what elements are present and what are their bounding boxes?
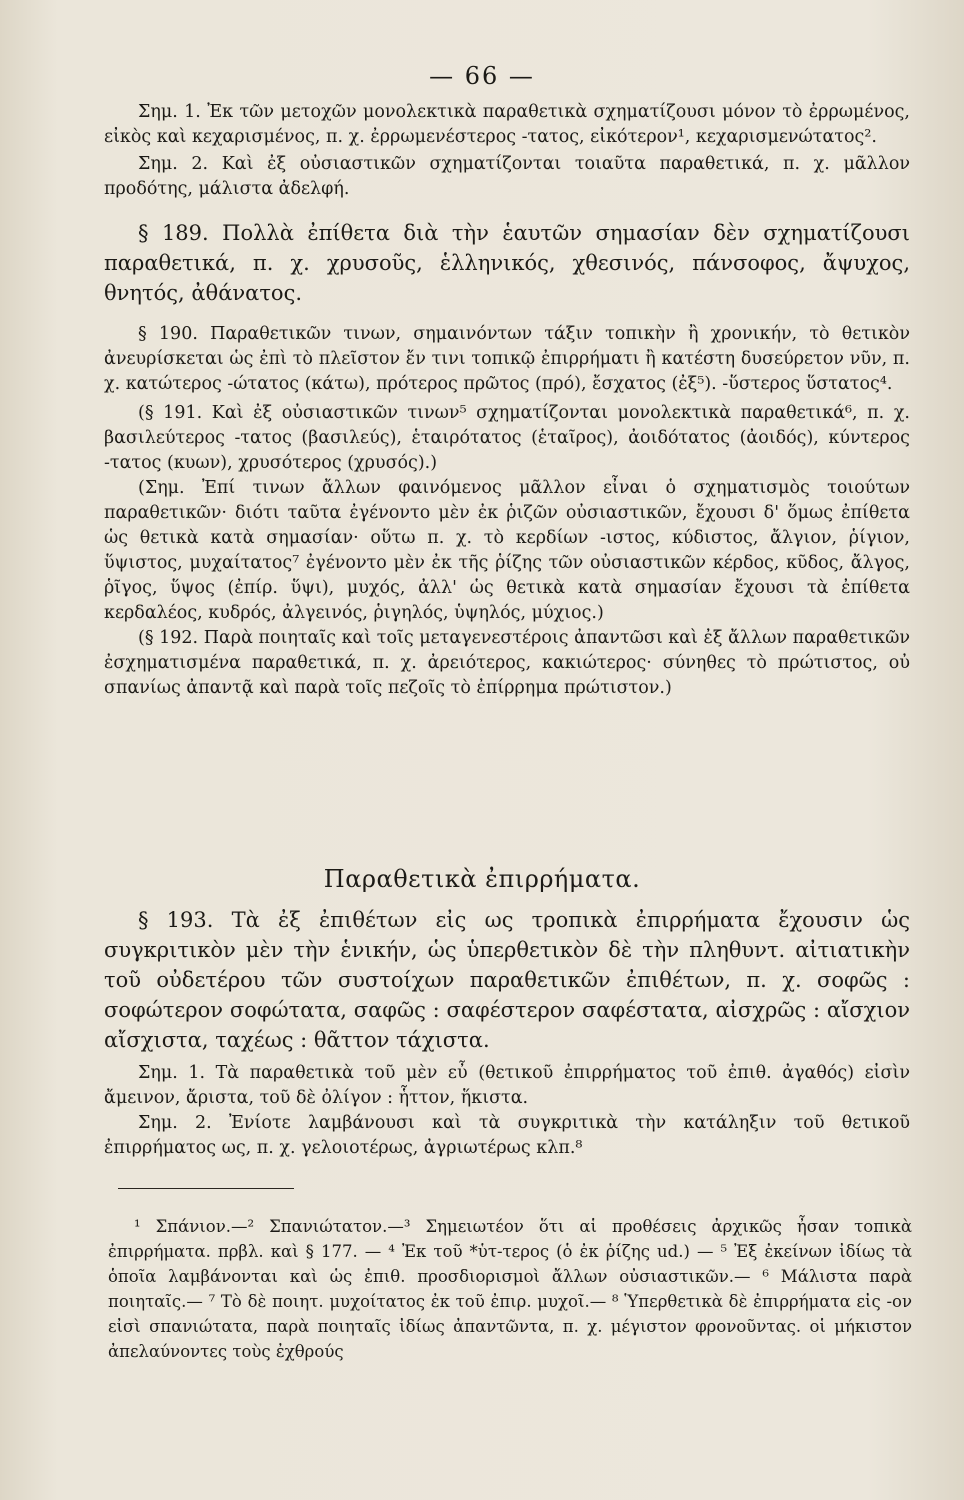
section-190: § 190. Παραθετικῶν τινων, σημαινόντων τάξιν τοπικὴν ἢ χρονικήν, τὸ θετικὸν ἀνευρίσκεται ὡς ἐπὶ τὸ πλεῖστον ἔν τινι τοπικῷ ἐπιρρήματι ἢ κατέστη δυσεύρετον νῦν, π. χ. κατώτερος -ώτατος (κάτω), πρότερος πρῶτος (πρό), ἔσχατος (ἐξ⁵). -ὕστερος ὕστατος⁴. — [104, 324, 910, 394]
upper-text — [104, 100, 910, 701]
lower-text — [104, 905, 910, 1161]
section-193: § 193. Τὰ ἐξ ἐπιθέτων εἰς ως τροπικὰ ἐπιρρήματα ἔχουσιν ὡς συγκριτικὸν μὲν τὴν ἑνικήν, ὡς ὑπερθετικὸν δὲ τὴν πληθυντ. αἰτιατικὴν τοῦ οὐδετέρου τῶν συστοίχων παραθετικῶν ἐπιθέτων, π. χ. σοφῶς : σοφώτερον σοφώτατα, σαφῶς : σαφέστερον σαφέστατα, αἰσχρῶς : αἴσχιον αἴσχιστα, ταχέως : θᾶττον τάχιστα. — [104, 908, 910, 1052]
footnotes-block — [108, 1214, 912, 1364]
footnote-separator — [118, 1188, 294, 1189]
section-193-note-1: Σημ. 1. Τὰ παραθετικὰ τοῦ μὲν εὖ (θετικοῦ ἐπιρρήματος τοῦ ἐπιθ. ἀγαθός) εἰσὶν ἄμεινον, ἄριστα, τοῦ δὲ ὀλίγον : ἧττον, ἥκιστα. — [104, 1063, 910, 1108]
note-2: Σημ. 2. Καὶ ἐξ οὐσιαστικῶν σχηματίζονται τοιαῦτα παραθετικά, π. χ. μᾶλλον προδότης, μάλιστα ἀδελφή. — [104, 154, 910, 199]
section-193-note-2: Σημ. 2. Ἐνίοτε λαμβάνουσι καὶ τὰ συγκριτικὰ τὴν κατάληξιν τοῦ θετικοῦ ἐπιρρήματος ως, π. χ. γελοιοτέρως, ἀγριωτέρως κλπ.⁸ — [104, 1113, 910, 1158]
section-191-note: (Σημ. Ἐπί τινων ἄλλων φαινόμενος μᾶλλον εἶναι ὁ σχηματισμὸς τοιούτων παραθετικῶν· διότι ταῦτα ἐγένοντο μὲν ἐκ ῥιζῶν οὐσιαστικῶν, ἔχουσι δ' ὅμως ἐπίθετα ὡς θετικὰ κατὰ σημασίαν· οὕτω π. χ. τὸ κερδίων -ιστος, κύδιστος, ἄλγιον, ῥίγιον, ὕψιστος, μυχαίτατος⁷ ἐγένοντο μὲν ἐκ τῆς ῥίζης τῶν οὐσιαστικῶν κέρδος, κῦδος, ἄλγος, ῥῖγος, ὕψος (ἐπίρ. ὕψι), μυχός, ἀλλ' ὡς θετικὰ κατὰ σημασίαν ἔχουσι τὰ ἐπίθετα κερδαλέος, κυδρός, ἀλγεινός, ῥιγηλός, ὑψηλός, μύχιος.) — [104, 478, 910, 623]
page-number: — 66 — — [429, 62, 535, 90]
section-191: (§ 191. Καὶ ἐξ οὐσιαστικῶν τινων⁵ σχηματίζονται μονολεκτικὰ παραθετικά⁶, π. χ. βασιλεύτερος -τατος (βασιλεύς), ἑταιρότατος (ἑταῖρος), ἀοιδότατος (ἀοιδός), κύντερος -τατος (κυων), χρυσότερος (χρυσός).) — [104, 403, 910, 473]
section-heading: Παραθετικὰ ἐπιρρήματα. — [323, 865, 641, 893]
section-189: § 189. Πολλὰ ἐπίθετα διὰ τὴν ἑαυτῶν σημασίαν δὲν σχηματίζουσι παραθετικά, π. χ. χρυσοῦς, ἑλληνικός, χθεσινός, πάνσοφος, ἄψυχος, θνητός, ἀθάνατος. — [104, 221, 910, 305]
note-1: Σημ. 1. Ἐκ τῶν μετοχῶν μονολεκτικὰ παραθετικὰ σχηματίζουσι μόνον τὸ ἐρρωμένος, εἰκὸς καὶ κεχαρισμένος, π. χ. ἐρρωμενέστερος -τατος, εἰκότερον¹, κεχαρισμενώτατος². — [104, 102, 910, 147]
footnotes: ¹ Σπάνιον.—² Σπανιώτατον.—³ Σημειωτέον ὅτι αἱ προθέσεις ἀρχικῶς ἦσαν τοπικὰ ἐπιρρήματα. πρβλ. καὶ § 177. — ⁴ Ἐκ τοῦ *ὑτ-τερος (ὁ ἐκ ῥίζης ud.) — ⁵ Ἐξ ἐκείνων ἰδίως τὰ ὁποῖα λαμβάνονται καὶ ὡς ἐπιθ. προσδιορισμοὶ ἄλλων οὐσιαστικῶν.— ⁶ Μάλιστα παρὰ ποιηταῖς.— ⁷ Τὸ δὲ ποιητ. μυχοίτατος ἐκ τοῦ ἐπιρ. μυχοῖ.— ⁸ Ὑπερθετικὰ δὲ ἐπιρρήματα εἰς -ον εἰσὶ σπανιώτατα, παρὰ ποιηταῖς ἰδίως ἀπαντῶντα, π. χ. μέγιστον φρονοῦντας. οἱ μήκιστον ἀπελαύνοντες τοὺς ἐχθρούς — [108, 1217, 912, 1361]
section-192: (§ 192. Παρὰ ποιηταῖς καὶ τοῖς μεταγενεστέροις ἀπαντῶσι καὶ ἐξ ἄλλων παραθετικῶν ἐσχηματισμένα παραθετικά, π. χ. ἀρειότερος, κακιώτερος· σύνηθες τὸ πρώτιστος, οὐ σπανίως ἀπαντᾷ καὶ παρὰ τοῖς πεζοῖς τὸ ἐπίρρημα πρώτιστον.) — [104, 628, 910, 698]
